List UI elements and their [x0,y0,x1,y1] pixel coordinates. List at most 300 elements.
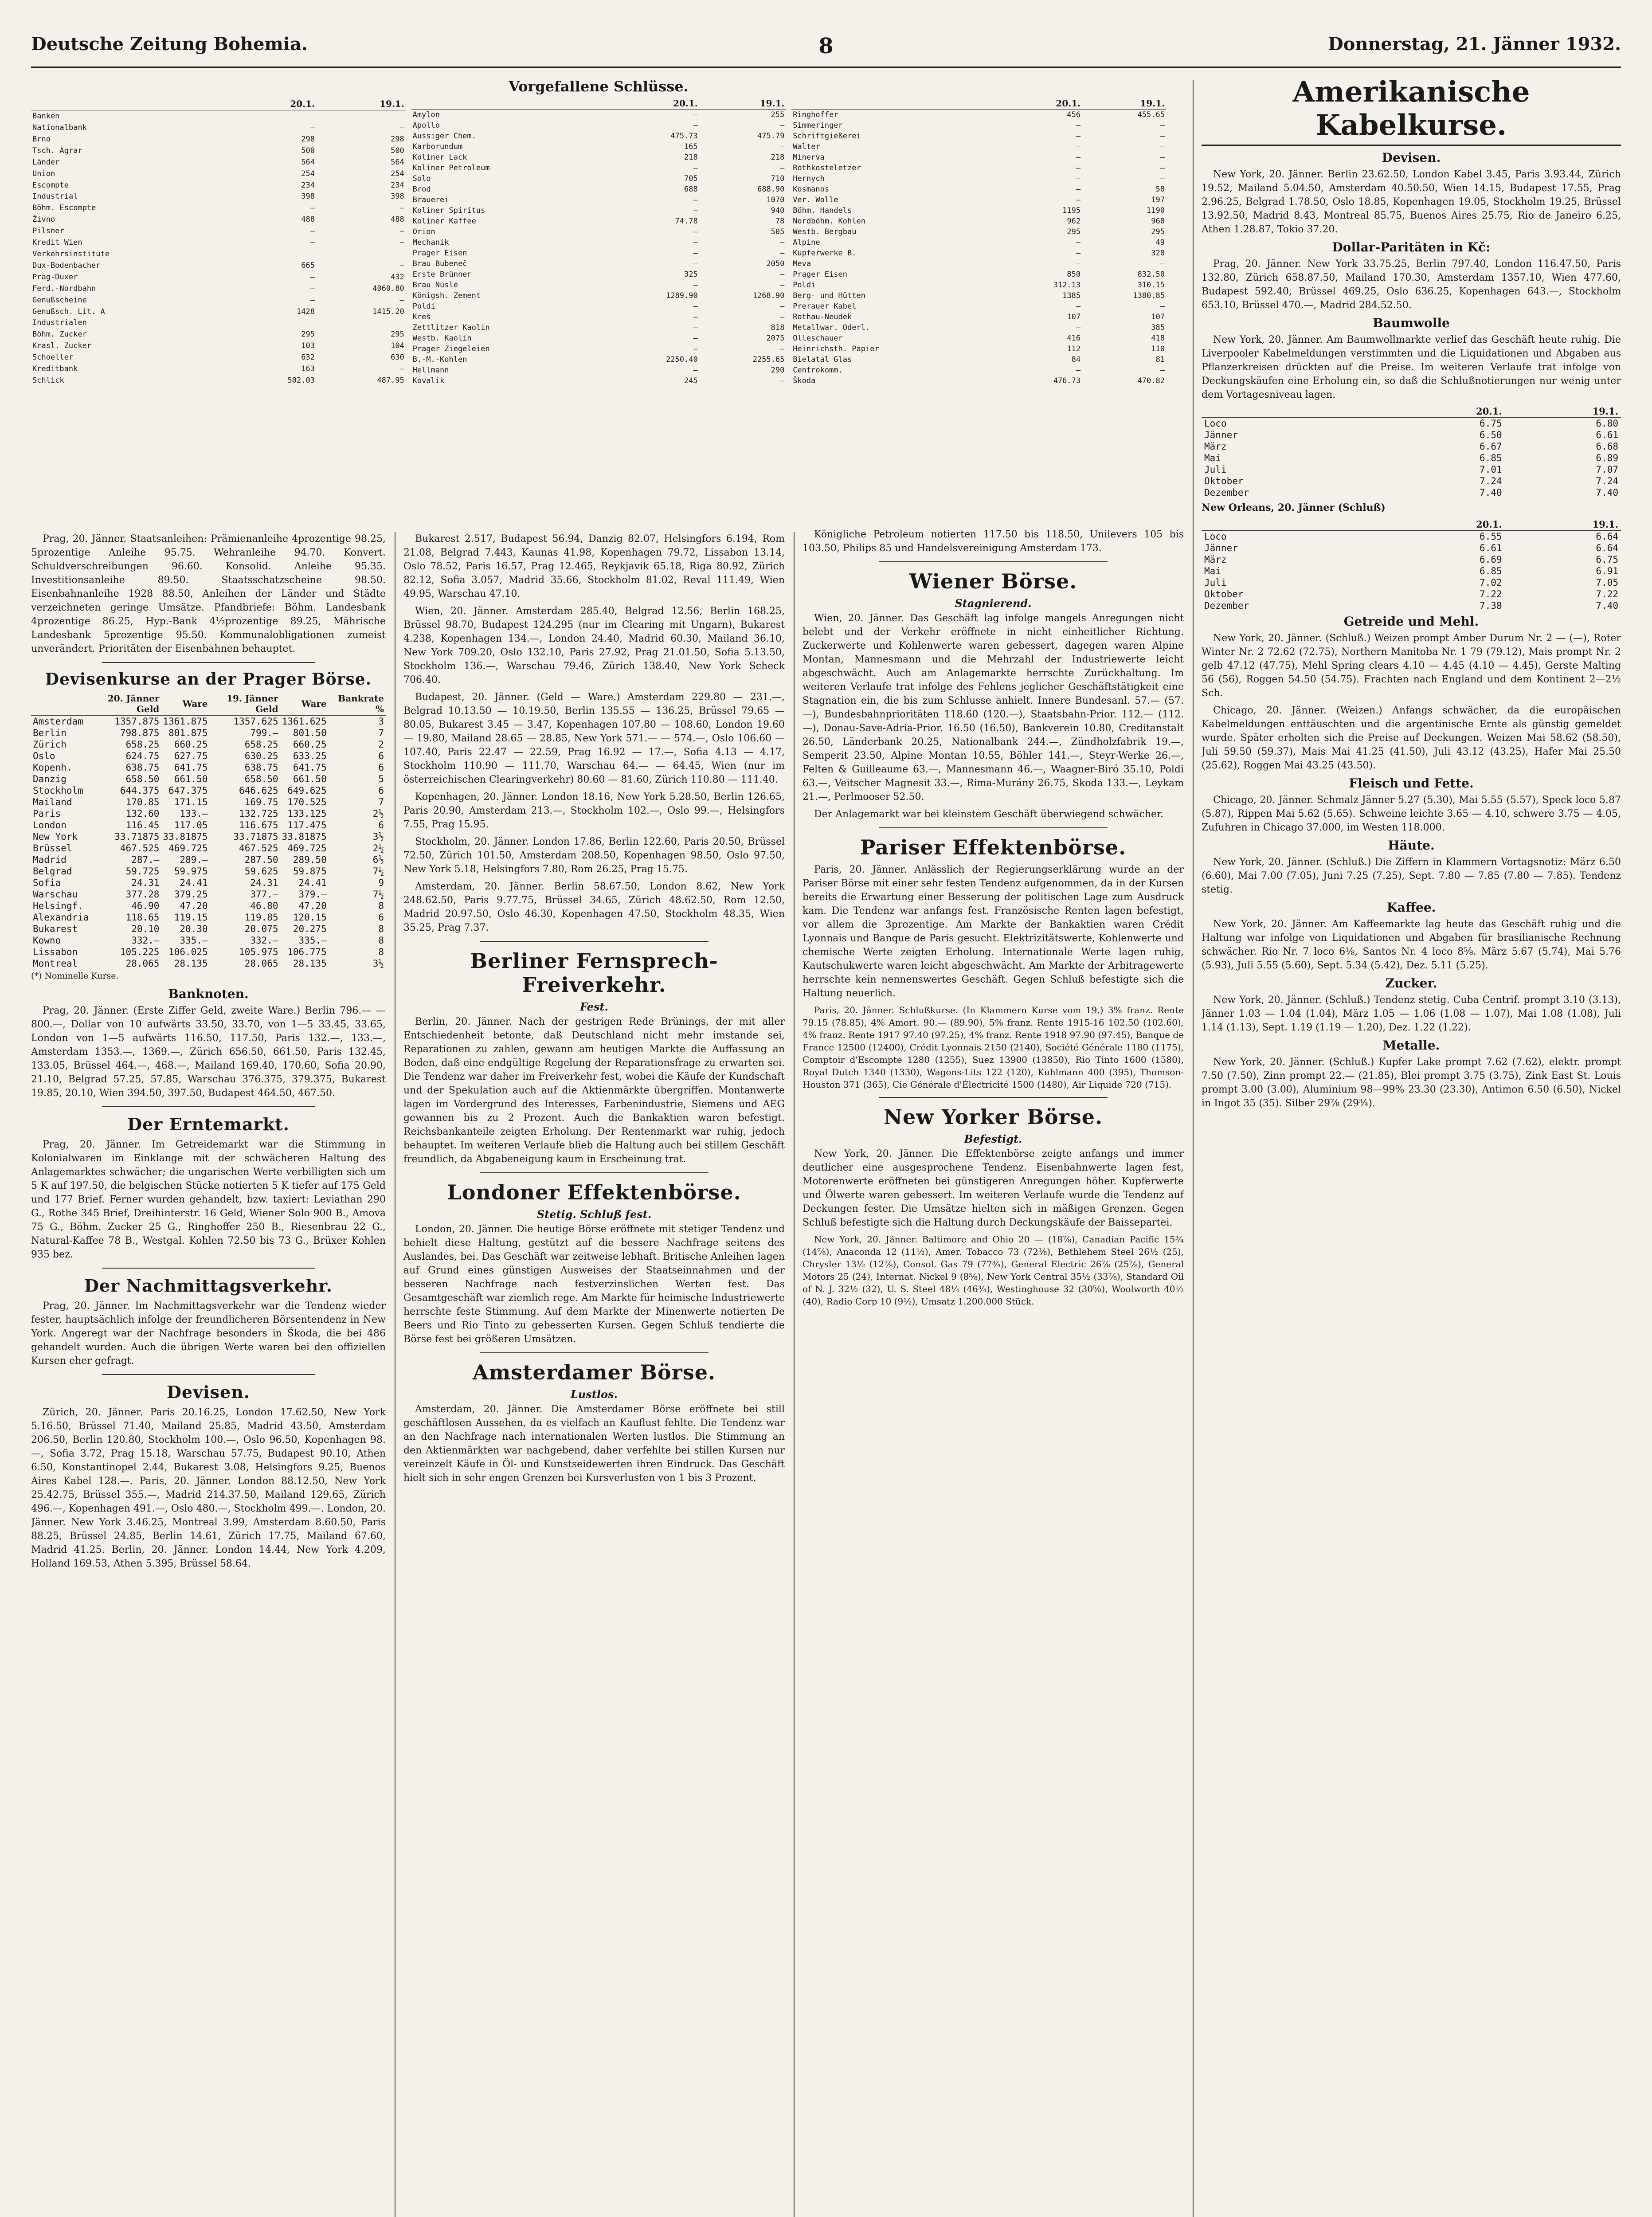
closes-cell [316,317,406,329]
devisen-cell: Amsterdam [33,716,83,727]
grain-row [1202,487,1621,498]
closes-cell: 502.03 [287,376,315,385]
closes-cell: Escompte [32,180,69,190]
devisen-cell: 3½ [372,831,384,842]
c4-devisen-title: Devisen. [1382,150,1441,165]
divider [102,1106,315,1107]
closes-row [31,202,406,214]
devisen-row [31,889,386,900]
closes-row [31,375,406,386]
grain-row [1202,565,1621,577]
closes-cell: 218 [684,153,698,162]
closes-row [31,294,406,306]
devisen-cell: 1361.875 [163,716,208,727]
closes-cell: Banken [32,112,60,121]
haeute-title: Häute. [1388,838,1435,853]
closes-cell: 290 [771,366,785,375]
header-cell [31,98,239,110]
grain-cell: 6.69 [1480,554,1502,565]
closes-row [411,290,786,301]
closes-cell: Kreš [412,313,431,321]
grain-header-cell: 20.1. [1388,405,1504,418]
devisen-cell: Sofia [33,877,61,888]
devisen-cell: 467.525 [120,843,160,854]
column-4 [1202,75,1621,2217]
devisen-cell: 116.675 [239,820,278,830]
grain-cell: März [1204,441,1227,452]
closes-cell: 455.65 [1137,110,1165,119]
closes-cell: — [780,313,785,321]
closes-row [31,237,406,248]
column-rule [1193,80,1194,2217]
devisen-row [31,727,386,739]
closes-cell: Koliner Petroleum [412,164,490,172]
closes-cell: — [1076,174,1081,183]
devisen-cell: 8 [378,924,384,934]
devisen-cell: 287.— [131,854,160,865]
grain-row [1202,464,1621,475]
devisen-cell: 2½ [372,843,384,854]
closes-row [31,352,406,363]
closes-cell: 1380.85 [1133,291,1165,300]
devisen-cell: 33.71875 [233,831,278,842]
anlagemarkt-text: Der Anlagemarkt war bei kleinstem Geschäft überwiegend schwächer. [814,809,1164,820]
closes-cell: 665 [301,261,315,270]
column-3-top-spacer [803,75,1184,528]
grain-cell: 6.50 [1480,430,1502,440]
grain-header-cell: 19.1. [1505,405,1621,418]
closes-cell: Verkehrsinstitute [32,249,110,259]
closes-cell: 295 [1067,227,1081,236]
devisen-cell: 1357.625 [233,716,278,727]
header-cell: 20.1. [1009,98,1082,110]
devisen-cell: Danzig [33,774,67,784]
closes-cell: Industrialen [32,318,87,328]
grain-cell: Mai [1204,453,1221,463]
closes-table [31,98,406,386]
closes-cell: Böhm. Zucker [32,330,87,339]
devisen-cell: 332.— [131,935,160,946]
amsterdamer-sub: Lustlos. [571,1388,618,1401]
wien-rates-text: Wien, 20. Jänner. Amsterdam 285.40, Belgrad 12.56, Berlin 168.25, Brüssel 98.70, Budapest 124.295 (nur im Clearing mit Ungarn), Bukarest 4.238, Kopenhagen 134.—, London 24.40, Madrid 60.30, Mailand 36.10, New York 709.20, Oslo 132.10, Paris 27.92, Prag 21.01.50, Sofia 5.13.50, Stockholm 136.—, Warschau 79.46, Zürich 138.40, New York Scheck 706.40. [403,606,785,685]
grain-cell: 6.64 [1596,531,1618,542]
closes-cell: Genußscheine [32,295,87,305]
header-cell: 19.1. [699,98,786,110]
grain-cell: 7.40 [1596,600,1618,611]
closes-cell: Metallwar. Oderl. [793,323,870,332]
devisen-cell: 7½ [372,889,384,900]
closes-cell: Walter [793,142,820,151]
devisen-row [31,900,386,912]
orleans-label: New Orleans, 20. Jänner (Schluß) [1202,502,1386,513]
grain-row [1202,577,1621,588]
closes-cell: Škoda [793,376,816,385]
devisen-cell: 106.025 [168,947,208,957]
grain-cell: 6.55 [1480,531,1502,542]
wiener-text: Wien, 20. Jänner. Das Geschäft lag infolge mangels Anregungen nicht belebt und der Verkehr eröffnete in nicht einheitlicher Richtung. Zuckerwerte und Kohlenwerte waren gebessert, dagegen waren Alpine Montan, Mannesmann und die Mehrzahl der Industriewerte leicht abgeschwächt. Auch am Anlagemarkte herrschte Zurückhaltung. Im weiteren Verlaufe trat infolge des Fehlens jeglicher Geschäftstätigkeit eine Stagnation ein, die bis zum Schlusse anhielt. Innere Bundesanl. 57.— (57.—), Bundesbahnprioritäten 118.60 (120.—), Staatsbahn-Prior. 112.— (112.—), Donau-Save-Adria-Prior. 16.50 (16.50), Bankverein 10.80, Creditanstalt 26.50, Länderbank 20.25, Nationalbank 244.—, Zündholzfabrik 19.—, Semperit 23.50, Alpine Montan 10.55, Böhler 141.—, Steyr-Werke 26.—, Felten & Guilleaume 63.—, Mannesmann 46.—, Waagner-Biró 35.10, Poldi 63.—, Veitscher Magnesit 33.—, Rima-Murány 26.75, Skoda 133.—, Leykam 21.—, Perlmooser 52.50. [803,613,1184,803]
closes-cell: — [780,121,785,130]
closes-table [411,98,786,386]
closes-row [31,248,406,260]
closes-cell: 84 [1071,355,1081,364]
closes-cell: — [310,238,315,247]
devisen-cell: 24.41 [180,877,208,888]
devisen-cell: 6 [378,820,384,830]
devisen-cell: 169.75 [244,797,278,807]
devisen-cell: 7 [378,728,384,738]
fleisch-title: Fleisch und Fette. [1349,776,1474,791]
grain-cell: März [1204,554,1227,565]
closes-cell: Rothkosteletzer [793,164,861,172]
closes-cell: 940 [771,206,785,215]
divider [480,1352,709,1353]
c4-devisen-text: New York, 20. Jänner. Berlin 23.62.50, London Kabel 3.45, Paris 3.93.44, Zürich 19.52, Mailand 5.04.50, Amsterdam 40.50.50, Wien 14.15, Budapest 17.55, Prag 2.96.25, Belgrad 1.78.50, Oslo 18.85, Kopenhagen 19.05, Stockholm 19.25, Brüssel 13.92.50, Madrid 8.43, Montreal 85.75, Buenos Aires 25.75, Rio de Janeiro 6.25, Athen 1.28.87, Tokio 37.20. [1202,169,1621,235]
closes-cell: 487.95 [377,376,404,385]
devisen-cell: 5 [378,774,384,784]
closes-cell: — [693,227,698,236]
zucker-title: Zucker. [1385,976,1437,991]
closes-cell: Ringhoffer [793,110,838,119]
divider [480,1172,709,1173]
column-3 [803,75,1184,2217]
header-cell: 20.1. [612,98,699,110]
issue-date: Donnerstag, 21. Jänner 1932. [1327,34,1621,55]
closes-header-row [31,98,406,110]
devisen-row [31,750,386,762]
closes-row [411,163,786,173]
closes-cell: Meva [793,259,811,268]
divider [102,1374,315,1375]
devisen-cell: 9 [378,877,384,888]
closes-cell: — [693,313,698,321]
closes-row [411,227,786,237]
closes-cell: — [1076,185,1081,194]
closes-row [31,283,406,294]
closes-cell: 1190 [1147,206,1165,215]
devisen-cell: Kowno [33,935,61,946]
devisen-cell: 6 [378,751,384,761]
closes-row [411,365,786,376]
closes-cell: Bielatal Glas [793,355,852,364]
devisen-cell: 658.50 [244,774,278,784]
orleans-table [1202,518,1621,611]
newspaper-name: Deutsche Zeitung Bohemia. [31,34,308,55]
devisen-cell: 646.625 [239,785,278,796]
closes-cell: 312.13 [1053,281,1081,290]
closes-cell: — [693,366,698,375]
closes-cell: 960 [1151,217,1165,226]
devisen-cell: 24.41 [298,877,327,888]
closes-cell: Ver. Wolle [793,196,838,204]
london-title: Londoner Effektenbörse. [447,1180,741,1204]
closes-cell: 470.82 [1137,376,1165,385]
devisen-cell: 6 [378,785,384,796]
closes-cell: B.-M.-Kohlen [412,355,467,364]
closes-row [411,131,786,141]
closes-cell: Simmeringer [793,121,843,130]
closes-cell: — [693,259,698,268]
grain-header-cell: 20.1. [1388,518,1504,531]
closes-cell: 2075 [766,334,785,343]
closes-cell: Böhm. Handels [793,206,852,215]
closes-cell: — [780,249,785,258]
closes-cell: — [399,123,404,132]
devisen-cell: 24.31 [250,877,278,888]
devisen-cell: 658.25 [125,739,160,750]
closes-cell: Poldi [793,281,816,290]
grain-cell: 7.01 [1480,464,1502,475]
closes-cell: — [780,270,785,279]
closes-row [31,157,406,168]
zucker-text: New York, 20. Jänner. (Schluß.) Tendenz stetig. Cuba Centrif. prompt 3.10 (3.13), Jänner 1.03 — 1.04 (1.04), März 1.05 — 1.06 (1.08 — 1.07), Mai 1.08 (1.08), Juli 1.14 (1.13), Sept. 1.19 (1.19 — 1.20), Dez. 1.22 (1.22). [1202,995,1621,1033]
grain-cell: 7.22 [1596,589,1618,599]
devisen-cell: 801.875 [168,728,208,738]
divider [102,662,315,663]
grain-cell: Juli [1204,464,1227,475]
devisen-cell: 28.135 [293,958,327,969]
closes-cell: 500 [301,146,315,155]
closes-cell: 295 [301,330,315,339]
devisen2-text: Zürich, 20. Jänner. Paris 20.16.25, London 17.62.50, New York 5.16.50, Brüssel 71.40, Mailand 25.85, Madrid 43.50, Amsterdam 206.50, Berlin 120.80, Stockholm 100.—, Oslo 96.50, Kopenhagen 98.—, Sofia 3.72, Prag 15.18, Warschau 57.75, Budapest 90.10, Athen 6.50, Konstantinopel 2.44, Bukarest 3.08, Helsingfors 9.25, Buenos Aires Kabel 128.—. Paris, 20. Jänner. London 88.12.50, New York 25.42.75, Brüssel 355.—, Madrid 214.37.50, Mailand 129.65, Zürich 496.—, Kopenhagen 491.—, Oslo 480.—, Stockholm 499.—. London, 20. Jänner. New York 3.46.25, Montreal 3.99, Amsterdam 8.60.50, Paris 88.25, Brüssel 24.85, Berlin 14.61, Zürich 17.75, Mailand 67.60, Madrid 41.25. Berlin, 20. Jänner. London 14.44, New York 4.209, Holland 169.53, Athen 5.395, Brüssel 58.64. [31,1407,386,1569]
closes-cell: Prager Eisen [793,270,848,279]
closes-cell: 2250.40 [666,355,698,364]
closes-cell: 107 [1151,313,1165,321]
closes-cell: Poldi [412,302,435,311]
closes-cell: — [1076,153,1081,162]
devisen-cell: Mailand [33,797,72,807]
budapest-rates-text: Budapest, 20. Jänner. (Geld — Ware.) Amsterdam 229.80 — 231.—, Belgrad 10.13.50 — 10.19.50, Berlin 135.55 — 136.25, Brüssel 79.65 — 80.05, Bukarest 3.45 — 3.47, Kopenhagen 107.80 — 108.60, London 19.60 — 19.80, Mailand 28.65 — 28.85, New York 571.— — 574.—, Oslo 106.60 — 107.40, Paris 22.47 — 22.59, Prag 16.92 — 17.—, Sofia 4.13 — 4.17, Stockholm 110.90 — 111.70, Warschau 64.— — 64.45, Wien (nur im österreichischen Clearingverkehr) 80.60 — 81.60, Zürich 110.80 — 111.40. [403,692,785,785]
grain-cell: 6.75 [1480,418,1502,429]
closes-cell: Westb. Bergbau [793,227,857,236]
newyorker-sub: Befestigt. [964,1132,1022,1145]
grain-cell: Loco [1204,531,1227,542]
closes-cell: — [1076,366,1081,375]
closes-cell: — [1160,164,1165,172]
closes-cell: 688 [684,185,698,194]
devisen-cell: 59.875 [293,866,327,877]
devisen-cell: 28.135 [174,958,208,969]
closes-row [411,248,786,259]
divider [879,827,1108,828]
devisen-cell: 106.775 [287,947,327,957]
devisen-cell: 119.15 [174,912,208,923]
closes-cell: — [693,164,698,172]
closes-cell: Union [32,169,55,178]
grain-cell: 7.40 [1596,487,1618,498]
devisen-row [31,831,386,842]
devisen-cell: 638.75 [244,762,278,773]
closes-cell: 218 [771,153,785,162]
closes-cell: — [780,302,785,311]
devisen-cell: 6 [378,912,384,923]
closes-cell: 710 [771,174,785,183]
closes-cell: Živno [32,215,55,224]
devisen-cell: Helsingf. [33,901,83,911]
devisen-cell: Zürich [33,739,67,750]
devisen-title: Devisenkurse an der Prager Börse. [45,670,372,689]
devisen-header-cell: Ware [280,692,329,716]
paritaeten-title: Dollar-Paritäten in Kč: [1332,240,1491,255]
closes-cell: Hellmann [412,366,449,375]
closes-cell: — [693,206,698,215]
top-text: Königliche Petroleum notierten 117.50 bis 118.50, Unilevers 105 bis 103.50, Philips 85 und Handelsvereinigung Amsterdam 173. [803,529,1184,554]
closes-cell: 705 [684,174,698,183]
closes-cell: 4060.80 [372,284,404,293]
devisen-cell: 105.225 [120,947,160,957]
banknoten-text: Prag, 20. Jänner. (Erste Ziffer Geld, zweite Ware.) Berlin 796.— — 800.—, Dollar von 10 aufwärts 33.50, 33.70, von 1—5 33.45, 33.65, London von 1—5 aufwärts 116.50, 117.50, Paris 132.—, 133.—, Amsterdam 1353.—, 1369.—, Zürich 656.50, 661.50, Paris 132.45, 133.05, Brüssel 464.—, 468.—, Mailand 169.40, 170.60, Sofia 20.90, 21.10, Belgrad 57.25, 57.85, Warschau 376.375, 379.375, Bukarest 19.85, 20.10, Wien 394.50, 397.50, Budapest 464.50, 467.50. [31,1005,386,1099]
fleisch-text: Chicago, 20. Jänner. Schmalz Jänner 5.27 (5.30), Mai 5.55 (5.57), Speck loco 5.87 (5.87), Rippen Mai 5.62 (5.65). Schweine leichte 3.65 — 4.10, schwere 3.75 — 4.05, Zufuhren in Chicago 37.000, im Westen 118.000. [1202,795,1621,833]
closes-row [411,280,786,290]
devisen-cell: 377.— [250,889,278,900]
closes-cell: 234 [301,180,315,190]
closes-row [411,301,786,312]
grain-row [1202,418,1621,430]
closes-cell: 163 [301,364,315,374]
pariser-title: Pariser Effektenbörse. [860,835,1127,859]
closes-row [31,168,406,180]
grain-row [1202,542,1621,554]
closes-cell: 295 [391,330,404,339]
closes-cell: Prag-Duxer [32,272,78,282]
devisen-cell: 624.75 [125,751,160,761]
closes-cell: — [1076,323,1081,332]
devisen-cell: 47.20 [298,901,327,911]
london-sub: Stetig. Schluß fest. [536,1208,652,1221]
devisen-cell: 118.65 [125,912,160,923]
closes-cell: Tsch. Agrar [32,146,82,155]
closes-cell: Zettlitzer Kaolin [412,323,490,332]
closes-cell: — [310,295,315,305]
closes-cell: 298 [301,134,315,144]
closes-cell: — [693,302,698,311]
devisen-header-cell: Ware [161,692,209,716]
closes-cell: — [1160,142,1165,151]
closes-cell: Olleschauer [793,334,843,343]
grain-cell: 6.85 [1480,566,1502,576]
closes-cell: — [310,123,315,132]
devisen-row [31,808,386,819]
devisen-cell: 467.525 [239,843,278,854]
grain-cell: 7.05 [1596,577,1618,588]
closes-cell: Brauerei [412,196,449,204]
devisen-cell: 133.125 [287,808,327,819]
grain-cell: Jänner [1204,543,1238,553]
closes-cell: — [780,281,785,290]
closes-cell: — [693,196,698,204]
kaffee-title: Kaffee. [1386,900,1436,915]
devisen-cell: 649.625 [287,785,327,796]
closes-row [411,322,786,333]
closes-cell: 416 [1067,334,1081,343]
devisen-cell: 59.725 [125,866,160,877]
header-cell: 19.1. [1082,98,1166,110]
london-text: London, 20. Jänner. Die heutige Börse eröffnete mit stetiger Tendenz und behielt diese Haltung, gestützt auf die bessere Nachfrage seitens des Auslandes, bei. Das Geschäft war zeitweise lebhaft. Britische Anleihen lagen auf Grund eines günstigen Ausweises der Staatseinnahmen und der besseren Nachfrage nach festverzinslichen Werten fest. Das Gesamtgeschäft war ziemlich rege. Am Markte für heimische Industriewerte herrschte feste Stimmung. Auf dem Markte der Minenwerte notierten De Beers und Rio Tinto zu gebesserten Kursen. Gegen Schluß tendierte die Börse fest bei größeren Umsätzen. [403,1224,785,1345]
closes-cell: 295 [1151,227,1165,236]
closes-cell: — [1076,238,1081,247]
devisen-cell: 641.75 [174,762,208,773]
closes-cell: Nordböhm. Kohlen [793,217,865,226]
closes-cell: — [399,227,404,236]
closes-row [31,340,406,352]
closes-cell: 632 [301,353,315,362]
grain-cell: Dezember [1204,600,1249,611]
closes-cell: — [693,121,698,130]
closes-cell: — [310,227,315,236]
closes-cell [239,317,316,329]
closes-cell: Mechanik [412,238,449,247]
grain-cell: 7.38 [1480,600,1502,611]
closes-row [411,152,786,163]
devisen-cell: 7 [378,797,384,807]
grain-cell: 6.68 [1596,441,1618,452]
closes-cell: — [693,323,698,332]
closes-cell: 74.78 [675,217,698,226]
grain-cell: Juli [1204,577,1227,588]
header-cell: 20.1. [239,98,316,110]
closes-cell: 564 [391,157,404,167]
closes-cell: Prager Ziegeleien [412,345,490,353]
berliner-title: Berliner Fernsprech-Freiverkehr. [470,949,718,997]
devisen-cell: 377.28 [125,889,160,900]
closes-cell: Karborundum [412,142,463,151]
grain-row [1202,475,1621,487]
closes-cell: — [693,110,698,119]
closes-cell: — [780,376,785,385]
closes-row [411,354,786,365]
closes-cell: — [1160,153,1165,162]
closes-cell: — [399,261,404,270]
devisen-cell: 469.725 [287,843,327,854]
closes-row [411,184,786,195]
grain-cell: 6.89 [1596,453,1618,463]
devisen-cell: London [33,820,67,830]
devisen-cell: 28.065 [125,958,160,969]
devisen-cell: 3½ [372,958,384,969]
closes-cell: — [1076,164,1081,172]
closes-cell: 1289.90 [666,291,698,300]
devisen-row [31,935,386,946]
closes-row [411,269,786,280]
closes-cell: — [1076,302,1081,311]
stockholm-rates-text: Stockholm, 20. Jänner. London 17.86, Berlin 122.60, Paris 20.50, Brüssel 72.50, Zürich 101.50, Amsterdam 208.50, Kopenhagen 98.50, Oslo 97.50, New York 5.18, Helsingfors 7.80, Rom 26.25, Prag 15.75. [403,836,785,875]
kopenhagen-rates-text: Kopenhagen, 20. Jänner. London 18.16, New York 5.28.50, Berlin 126.65, Paris 20.90, Amsterdam 213.—, Stockholm 102.—, Oslo 99.—, Helsingfors 7.55, Prag 15.95. [403,791,785,830]
closes-cell: Kupferwerke B. [793,249,857,258]
closes-cell: Brau Bubeneč [412,259,467,268]
devisen-cell: 660.25 [293,739,327,750]
closes-cell: 165 [684,142,698,151]
grain-cell: 7.24 [1480,476,1502,486]
devisen-cell: 105.975 [239,947,278,957]
closes-cell: 476.73 [1053,376,1081,385]
closes-cell: 850 [1067,270,1081,279]
devisen-cell: 28.065 [244,958,278,969]
closes-cell: Apollo [412,121,440,130]
devisen-row [31,773,386,785]
closes-cell: Kreditbank [32,364,78,374]
closes-cell: 58 [1155,185,1165,194]
devisen-cell: 2 [378,739,384,750]
grain-cell: 7.40 [1480,487,1502,498]
closes-cell: 456 [1067,110,1081,119]
closes-cell: — [399,295,404,305]
devisen-note: (*) Nominelle Kurse. [31,971,119,981]
closes-row [411,333,786,344]
closes-row [411,312,786,322]
devisen-cell: 647.375 [168,785,208,796]
closes-cell: — [693,238,698,247]
devisen-cell: 379.— [298,889,327,900]
column-1 [31,532,386,2217]
